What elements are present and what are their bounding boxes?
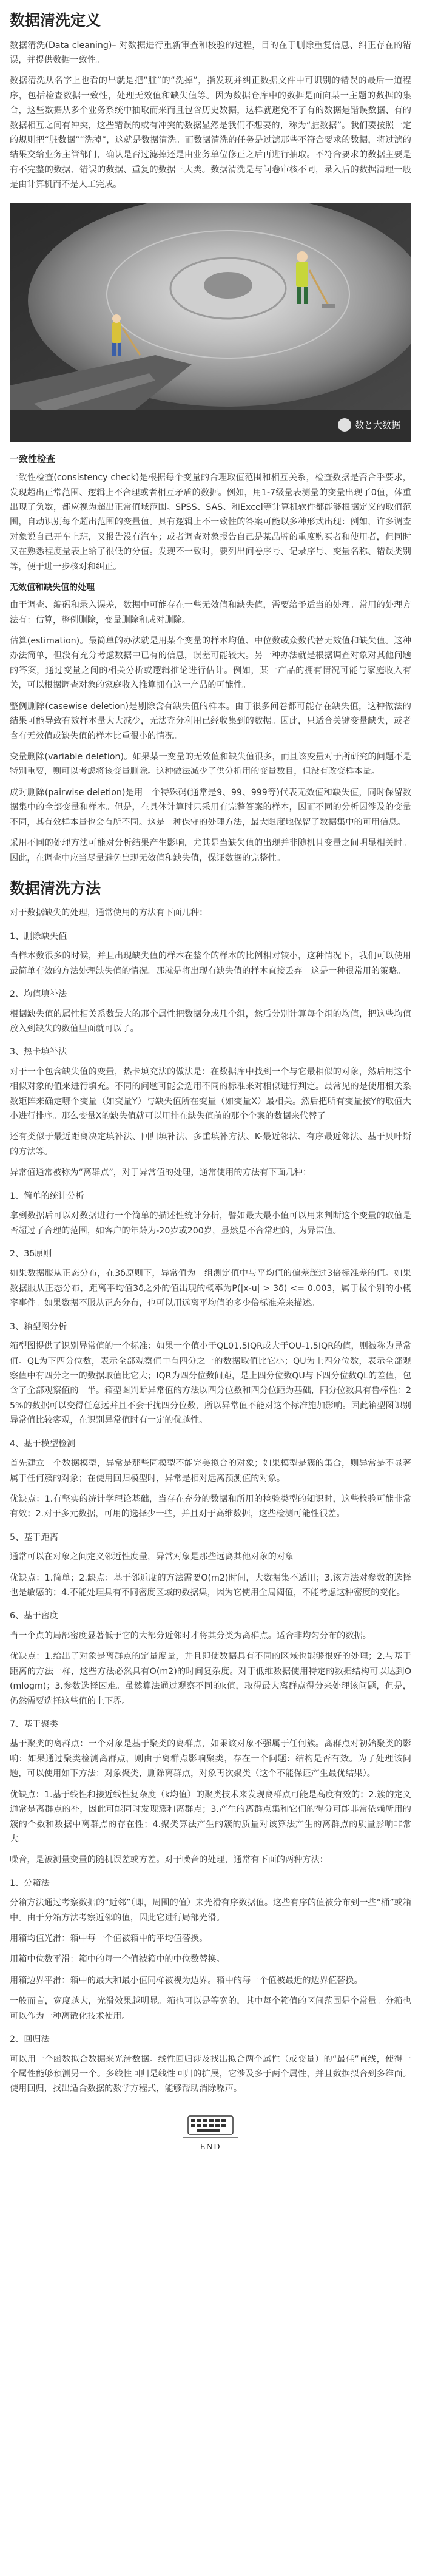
noise-method-title: 2、回归法 xyxy=(10,2035,50,2045)
keyboard-illustration-icon xyxy=(183,2112,238,2140)
outlier-method-text: 首先建立一个数据模型，异常是那些同模型不能完美拟合的对象；如果模型是簇的集合，则异常是不显著属于任何簇的对象；在使用回归模型时，异常是相对远离预测值的对象。 xyxy=(10,1459,411,1483)
intro-paragraph: 数据清洗(Data cleaning)– 对数据进行重新审查和校验的过程，目的在于删除重复信息、纠正存在的错误，并提供数据一致性。 xyxy=(10,40,411,65)
outlier-method-text: 优缺点：1.有坚实的统计学理论基础，当存在充分的数据和所用的检验类型的知识时，这些检验可能非常有效；2.对于多元数据，可用的选择少一些，并且对于高维数据，这些检测可能性很差。 xyxy=(10,1494,411,1519)
noise-method-text: 用箱均值光滑：箱中每一个值被箱中的平均值替换。 xyxy=(10,1934,208,1944)
outlier-method-text: 优缺点：1.基于线性和接近线性复杂度（k均值）的聚类技术来发现离群点可能是高度有效的；2.簇的定义通常是离群点的补，因此可能同时发现簇和离群点；3.产生的离群点集和它们的得分可能非常依赖所用的簇的个数和数据中离群点的存在性；4.聚类算法产生的簇的质量对该算法产生的离群点的质量影响非常大。 xyxy=(10,1789,411,1844)
outlier-method-title: 1、简单的统计分析 xyxy=(10,1191,84,1201)
invalid-paragraph: 变量删除(variable deletion)。如果某一变量的无效值和缺失值很多，而且该变量对于所研究的问题不是特别重要，则可以考虑将该变量删除。这种做法减少了供分析用的变量数目，但没有改变样本量。 xyxy=(10,751,411,777)
method-title: 1、删除缺失值 xyxy=(10,931,67,941)
noise-method-text: 可以用一个函数拟合数据来光滑数据。线性回归涉及找出拟合两个属性（或变量）的“最佳”直线，使得一个属性能够预测另一个。多线性回归是线性回归的扩展，它涉及多于两个属性，并且数据拟合到多维面。使用回归，找出适合数据的数学方程式，能够帮助消除噪声。 xyxy=(10,2054,411,2094)
outlier-method-text: 如果数据服从正态分布，在3δ原则下，异常值为一组测定值中与平均值的偏差超过3倍标准差的值。如果数据服从正态分布，距离平均值3δ之外的值出现的概率为P(|x-u| > 3δ) <= 0.003，属于极个别的小概率事件。如果数据不服从正态分布，也可以用远离平均值的多少倍标准差来描述。 xyxy=(10,1269,411,1309)
method-title: 2、均值填补法 xyxy=(10,989,67,1000)
hard-disk-illustration xyxy=(10,203,411,442)
invalid-paragraph: 采用不同的处理方法可能对分析结果产生影响，尤其是当缺失值的出现并非随机且变量之间明显相关时。因此，在调查中应当尽量避免出现无效值和缺失值，保证数据的完整性。 xyxy=(10,838,411,863)
outlier-method-text: 优缺点：1.简单；2.缺点：基于邻近度的方法需要O(m2)时间，大数据集不适用；3.该方法对参数的选择也是敏感的；4.不能处理具有不同密度区域的数据集，因为它使用全局阈值，不能考虑这种密度的变化。 xyxy=(10,1573,411,1598)
noise-method-text: 用箱边界平滑：箱中的最大和最小值同样被视为边界。箱中的每一个值被最近的边界值替换。 xyxy=(10,1975,363,1985)
invalid-paragraph: 成对删除(pairwise deletion)是用一个特殊码(通常是9、99、999等)代表无效值和缺失值，同时保留数据集中的全部变量和样本。但是，在具体计算时只采用有完整答案的样本，因而不同的分析因涉及的变量不同，其有效样本量也会有所不同。这是一种保守的处理方法，最大限度地保留了数据集中的可用信息。 xyxy=(10,787,411,827)
invalid-paragraph: 由于调查、编码和录入误差，数据中可能存在一些无效值和缺失值，需要给予适当的处理。常用的处理方法有：估算，整例删除，变量删除和成对删除。 xyxy=(10,600,411,625)
outlier-method-title: 7、基于聚类 xyxy=(10,1719,58,1729)
methods-title: 数据清洗方法 xyxy=(10,879,101,897)
method-text: 异常值通常被称为“离群点”，对于异常值的处理，通常使用的方法有下面几种： xyxy=(10,1168,312,1178)
watermark-text: 数と大数据 xyxy=(354,420,400,431)
outlier-method-title: 2、3δ原则 xyxy=(10,1249,52,1259)
outlier-method-text: 基于聚类的离群点：一个对象是基于聚类的离群点，如果该对象不强属于任何簇。离群点对初始聚类的影响：如果通过聚类检测离群点，则由于离群点影响聚类，存在一个问题：结构是否有效。为了处理该问题，可以使用如下方法：对象聚类，删除离群点，对象再次聚类（这个不能保证产生最优结果）。 xyxy=(10,1739,411,1779)
outlier-method-title: 5、基于距离 xyxy=(10,1532,58,1542)
section-heading-consistency: 一致性检查 xyxy=(10,453,56,464)
outlier-method-title: 4、基于模型检测 xyxy=(10,1439,76,1449)
wechat-logo-icon xyxy=(338,418,351,432)
method-text: 还有类似于最近距离决定填补法、回归填补法、多重填补方法、K-最近邻法、有序最近邻法、基于贝叶斯的方法等。 xyxy=(10,1132,411,1157)
outlier-method-text: 箱型图提供了识别异常值的一个标准：如果一个值小于QL01.5IQR或大于OU-1.5IQR的值，则被称为异常值。QL为下四分位数，表示全部观察值中有四分之一的数据取值比它小；QU为上四分位数，表示全部观察值中有四分之一的数据取值比它大；IQR为四分位数间距，是上四分位数QU与下四分位数QL的差值，包含了全部观察值的一半。箱型图判断异常值的方法以四分位数和四分位距为基础，四分位数具有鲁棒性：25%的数据可以变得任意远并且不会干扰四分位数，所以异常值不能对这个标准施加影响。因此箱型图识别异常值比较客观，在识别异常值时有一定的优越性。 xyxy=(10,1341,411,1426)
article-title: 数据清洗定义 xyxy=(10,12,101,29)
outlier-method-text: 当一个点的局部密度显著低于它的大部分近邻时才将其分类为离群点。适合非均匀分布的数据。 xyxy=(10,1630,371,1641)
invalid-paragraph: 整例删除(casewise deletion)是剔除含有缺失值的样本。由于很多问卷都可能存在缺失值，这种做法的结果可能导致有效样本量大大减少，无法充分利用已经收集到的数据。因此，只适合关键变量缺失，或者含有无效值或缺失值的样本比重很小的情况。 xyxy=(10,701,411,741)
method-title: 3、热卡填补法 xyxy=(10,1047,67,1057)
noise-method-text: 用箱中位数平滑：箱中的每一个值被箱中的中位数替换。 xyxy=(10,1954,225,1965)
outlier-method-text: 噪音，是被测量变量的随机误差或方差。对于噪音的处理，通常有下面的两种方法： xyxy=(10,1855,328,1865)
invalid-paragraph: 估算(estimation)。最简单的办法就是用某个变量的样本均值、中位数或众数代替无效值和缺失值。这种办法简单，但没有充分考虑数据中已有的信息，误差可能较大。另一种办法就是根据调查对象对其他问题的答案，通过变量之间的相关分析或逻辑推论进行估计。例如，某一产品的拥有情况可能与家庭收入有关，可以根据调查对象的家庭收入推算拥有这一产品的可能性。 xyxy=(10,636,411,691)
section-heading-invalid-values: 无效值和缺失值的处理 xyxy=(10,583,95,593)
outlier-method-text: 通常可以在对象之间定义邻近性度量，异常对象是那些远离其他对象的对象 xyxy=(10,1552,294,1562)
outlier-method-title: 3、箱型图分析 xyxy=(10,1321,67,1332)
methods-intro: 对于数据缺失的处理，通常使用的方法有下面几种： xyxy=(10,908,208,918)
outlier-method-title: 6、基于密度 xyxy=(10,1611,58,1621)
method-text: 对于一个包含缺失值的变量，热卡填充法的做法是：在数据库中找到一个与它最相似的对象，然后用这个相似对象的值来进行填充。不同的问题可能会选用不同的标准来对相似进行判定。最常见的是使用相关系数矩阵来确定哪个变量（如变量Y）与缺失值所在变量（如变量X）最相关。然后把所有变量按Y的取值大小进行排序。那么变量X的缺失值就可以用排在缺失值前的那个个案的数据来代替了。 xyxy=(10,1066,411,1122)
image-watermark xyxy=(338,418,400,432)
hero-image xyxy=(10,203,411,442)
noise-method-text: 一般而言，宽度越大，光滑效果越明显。箱也可以是等宽的，其中每个箱值的区间范围是个常量。分箱也可以作为一种离散化技术使用。 xyxy=(10,1996,411,2021)
outlier-method-text: 优缺点：1.给出了对象是离群点的定量度量，并且即使数据具有不同的区域也能够很好的处理；2.与基于距离的方法一样，这些方法必然具有O(m2)的时间复杂度。对于低维数据使用特定的数据结构可以达到O(mlogm)；3.参数选择困难。虽然算法通过观察不同的k值，取得最大离群点得分来处理该问题，但是，仍然需要选择这些值的上下界。 xyxy=(10,1652,411,1706)
method-text: 根据缺失值的属性相关系数最大的那个属性把数据分成几个组，然后分别计算每个组的均值，把这些均值放入到缺失的数值里面就可以了。 xyxy=(10,1009,411,1034)
noise-method-text: 分箱方法通过考察数据的“近邻”（即，周围的值）来光滑有序数据值。这些有序的值被分布到一些“桶”或箱中。由于分箱方法考察近邻的值，因此它进行局部光滑。 xyxy=(10,1898,411,1923)
end-label: END xyxy=(200,2142,221,2152)
noise-method-title: 1、分箱法 xyxy=(10,1878,50,1888)
outlier-method-text: 拿到数据后可以对数据进行一个简单的描述性统计分析，譬如最大最小值可以用来判断这个变量的取值是否超过了合理的范围，如客户的年龄为-20岁或200岁，显然是不合常理的，为异常值。 xyxy=(10,1211,411,1236)
consistency-paragraph: 一致性检查(consistency check)是根据每个变量的合理取值范围和相互关系，检查数据是否合乎要求，发现超出正常范围、逻辑上不合理或者相互矛盾的数据。例如，用1-7级量表测量的变量出现了0值，体重出现了负数，都应视为超出正常值域范围。SPSS、SAS、和Excel等计算机软件都能够根据定义的取值范围，自动识别每个超出范围的变量值。具有逻辑上不一致性的答案可能以多种形式出现：例如，许多调查对象说自己开车上班，又报告没有汽车；或者调查对象报告自己是某品牌的重度购买者和使用者，但同时又在熟悉程度量表上给了很低的分值。发现不一致时，要列出问卷序号、记录序号、变量名称、错误类别等，便于进一步核对和纠正。 xyxy=(10,473,411,572)
method-text: 当样本数很多的时候，并且出现缺失值的样本在整个的样本的比例相对较小，这种情况下，我们可以使用最简单有效的方法处理缺失值的情况。那就是将出现有缺失值的样本直接丢弃。这是一种很常用的策略。 xyxy=(10,951,411,976)
intro-paragraph: 数据清洗从名字上也看的出就是把“脏”的“洗掉”，指发现并纠正数据文件中可识别的错误的最后一道程序，包括检查数据一致性，处理无效值和缺失值等。因为数据仓库中的数据是面向某一主题的数据的集合，这些数据从多个业务系统中抽取而来而且包含历史数据，这样就避免不了有的数据是错误数据、有的数据相互之间有冲突，这些错误的或有冲突的数据显然是我们不想要的，称为“脏数据”。我们要按照一定的规则把“脏数据”“洗掉”，这就是数据清洗。而数据清洗的任务是过滤那些不符合要求的数据，将过滤的结果交给业务主管部门，确认是否过滤掉还是由业务单位修正之后再进行抽取。不符合要求的数据主要是有不完整的数据、错误的数据、重复的数据三大类。数据清洗是与问卷审核不同，录入后的数据清理一般是由计算机而不是人工完成。 xyxy=(10,76,411,190)
end-marker xyxy=(10,2112,411,2152)
